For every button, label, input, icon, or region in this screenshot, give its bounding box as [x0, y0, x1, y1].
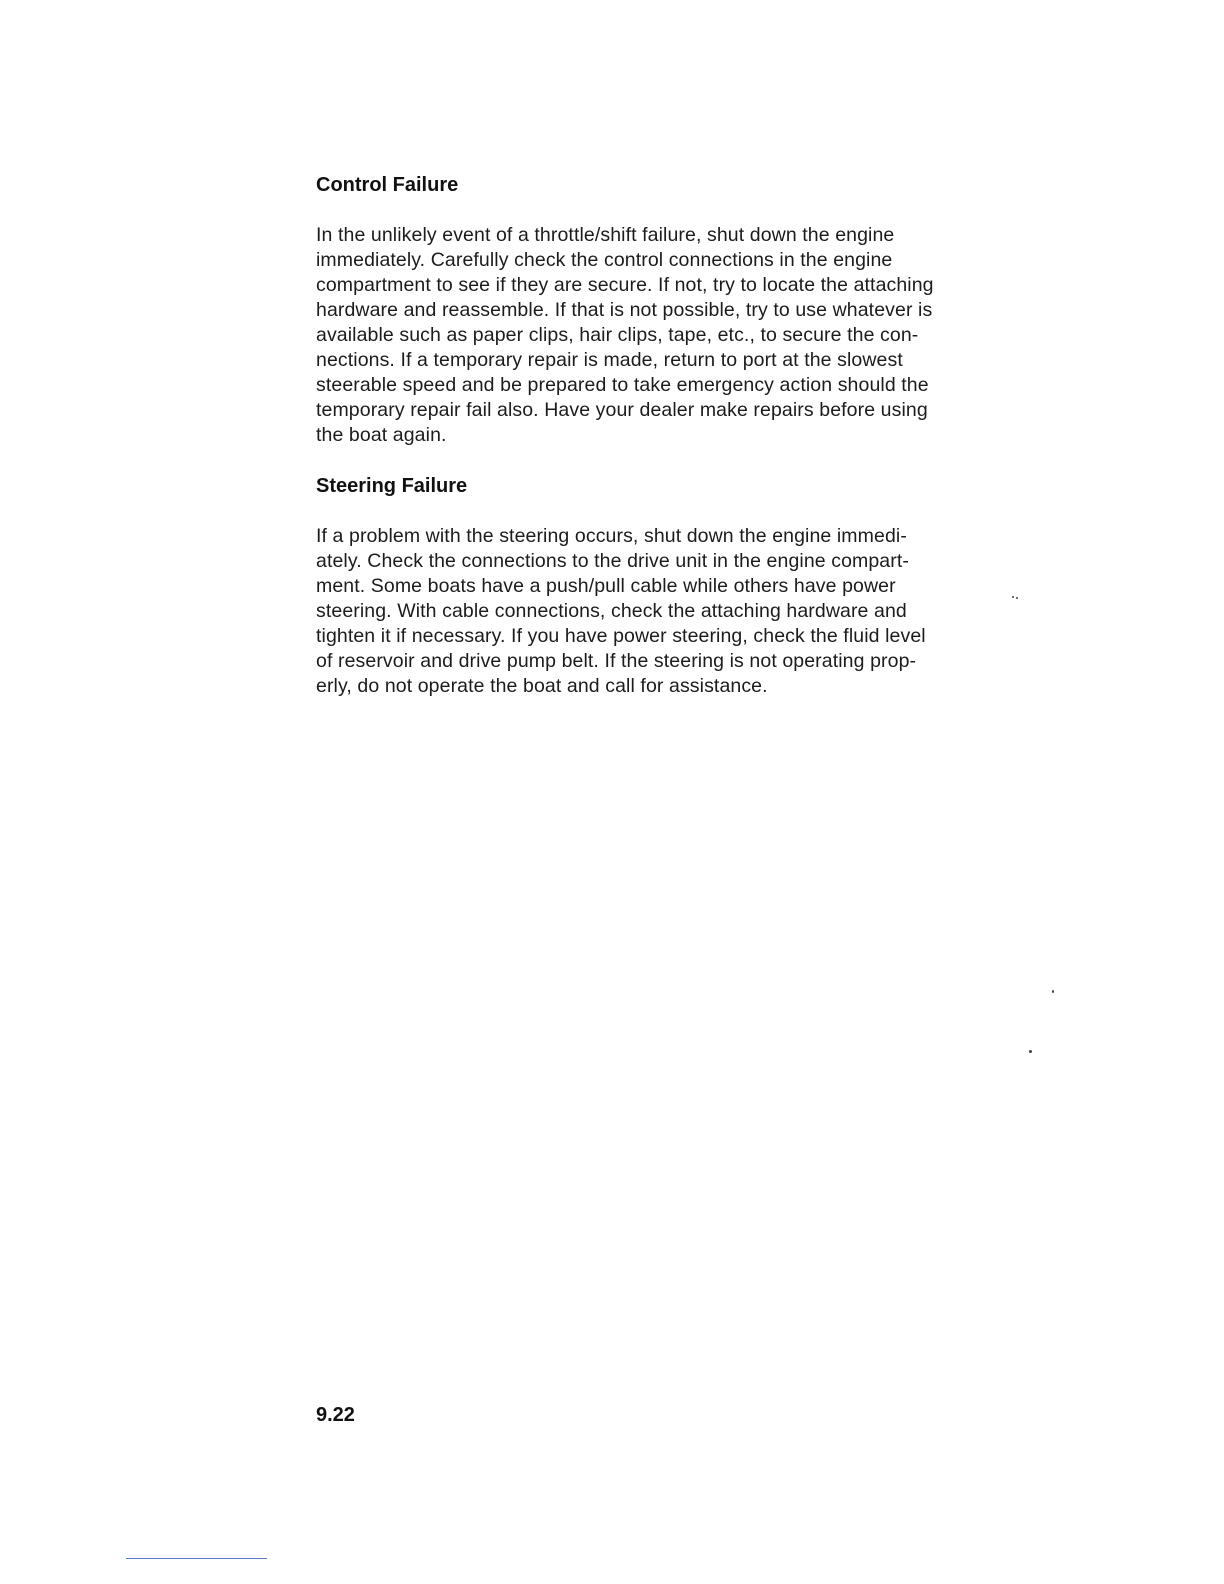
text-line: erly, do not operate the boat and call for assistance. — [316, 675, 768, 697]
text-line: compartment to see if they are secure. If not, try to locate the attaching — [316, 274, 934, 296]
text-line: steerable speed and be prepared to take emergency action should the — [316, 374, 929, 396]
footnote-rule — [126, 1558, 267, 1559]
scan-speck — [1029, 1050, 1032, 1053]
text-line: temporary repair fail also. Have your dealer make repairs before using — [316, 399, 928, 421]
paragraph-control-failure — [316, 223, 934, 448]
section-heading-steering-failure: Steering Failure — [316, 475, 468, 497]
text-line: tighten it if necessary. If you have power steering, check the fluid level — [316, 625, 926, 647]
section-heading-control-failure: Control Failure — [316, 174, 459, 196]
text-line: of reservoir and drive pump belt. If the steering is not operating prop- — [316, 650, 917, 672]
text-line: available such as paper clips, hair clips, tape, etc., to secure the con- — [316, 324, 919, 346]
page-content — [316, 172, 1028, 697]
text-line: ately. Check the connections to the drive unit in the engine compart- — [316, 550, 909, 572]
text-line: ment. Some boats have a push/pull cable while others have power — [316, 575, 896, 597]
text-line: In the unlikely event of a throttle/shift failure, shut down the engine — [316, 224, 895, 246]
text-line: hardware and reassemble. If that is not possible, try to use whatever is — [316, 299, 933, 321]
text-line: the boat again. — [316, 424, 447, 446]
paragraph-steering-failure — [316, 524, 926, 699]
text-line: steering. With cable connections, check the attaching hardware and — [316, 600, 907, 622]
scan-speck — [1016, 597, 1018, 599]
text-line: nections. If a temporary repair is made, return to port at the slowest — [316, 349, 903, 371]
scan-speck — [1012, 596, 1014, 598]
scan-speck — [1052, 990, 1054, 993]
text-line: immediately. Carefully check the control connections in the engine — [316, 249, 893, 271]
text-line: If a problem with the steering occurs, shut down the engine immedi- — [316, 525, 907, 547]
page-number: 9.22 — [316, 1404, 355, 1426]
